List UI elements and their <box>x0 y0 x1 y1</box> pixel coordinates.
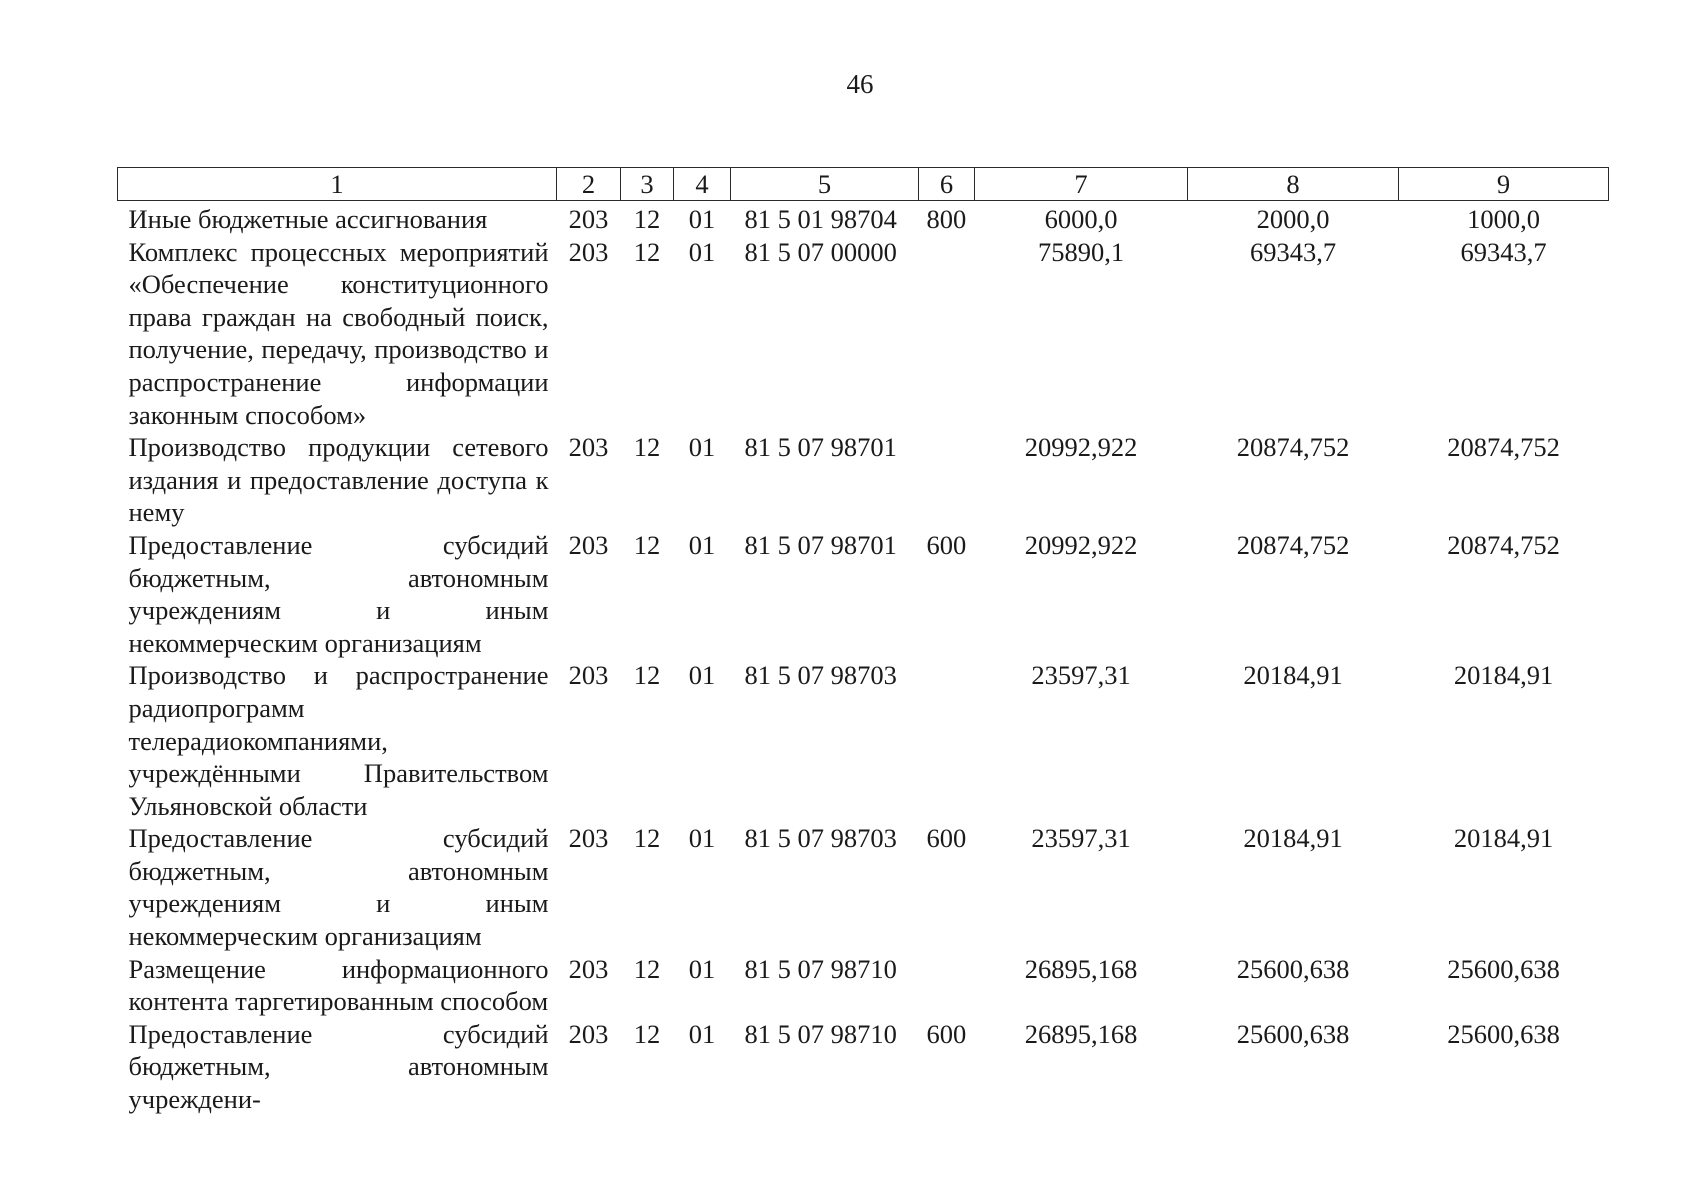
row-ministry-code: 203 <box>568 204 609 234</box>
header-col-7: 7 <box>975 168 1188 201</box>
row-amount-col-8: 20874,752 <box>1236 432 1350 463</box>
row-expense-type <box>919 659 975 822</box>
row-subsection-code: 01 <box>688 823 716 854</box>
row-name: Производство продукции сетевого издания и предоставление доступа к нему <box>128 432 549 528</box>
row-expense-type: 600 <box>926 1018 967 1049</box>
page-number: 46 <box>846 69 874 99</box>
header-col-6: 6 <box>919 168 975 201</box>
table-row <box>118 431 1609 529</box>
row-amount-col-9: 69343,7 <box>1460 236 1547 267</box>
row-subsection-code: 01 <box>688 204 716 234</box>
row-amount-col-9: 25600,638 <box>1447 1018 1560 1049</box>
row-expense-type <box>919 236 975 432</box>
row-amount-col-7: 6000,0 <box>1044 204 1118 234</box>
row-expense-type: 600 <box>926 823 967 854</box>
header-col-1: 1 <box>118 168 557 201</box>
row-expense-type <box>919 431 975 529</box>
table-row <box>118 953 1609 1018</box>
table-row <box>118 659 1609 822</box>
row-expense-type: 600 <box>926 529 967 560</box>
row-amount-col-7: 75890,1 <box>1037 236 1125 267</box>
row-amount-col-7: 23597,31 <box>1031 823 1131 854</box>
row-section-code: 12 <box>633 953 661 984</box>
row-subsection-code: 01 <box>688 432 716 463</box>
row-target-article: 81 5 07 00000 <box>744 236 897 267</box>
row-amount-col-7: 26895,168 <box>1024 1018 1138 1049</box>
row-name: Размещение информационного контента таргетированным способом <box>128 953 549 1017</box>
row-section-code: 12 <box>633 529 661 560</box>
row-section-code: 12 <box>633 660 661 691</box>
header-col-9: 9 <box>1399 168 1609 201</box>
table-row <box>118 529 1609 659</box>
row-target-article: 81 5 07 98701 <box>744 529 897 560</box>
row-target-article: 81 5 07 98701 <box>744 432 897 463</box>
row-target-article: 81 5 07 98710 <box>744 1018 897 1049</box>
row-amount-col-9: 20874,752 <box>1447 432 1560 463</box>
table-row <box>118 1018 1609 1116</box>
header-col-2: 2 <box>557 168 621 201</box>
row-ministry-code: 203 <box>568 529 609 560</box>
row-ministry-code: 203 <box>568 1018 609 1049</box>
row-name: Комплекс процессных мероприятий «Обеспечение конституционного права граждан на свободный поиск, получение, передачу, производство и распространение информации законным способом» <box>128 236 549 430</box>
row-amount-col-8: 20184,91 <box>1243 660 1343 691</box>
row-ministry-code: 203 <box>568 236 609 267</box>
row-section-code: 12 <box>633 823 661 854</box>
row-section-code: 12 <box>633 432 661 463</box>
row-expense-type <box>919 953 975 1018</box>
row-subsection-code: 01 <box>688 529 716 560</box>
table-header <box>118 168 1609 201</box>
header-col-4: 4 <box>674 168 731 201</box>
header-col-5: 5 <box>731 168 919 201</box>
row-amount-col-7: 20992,922 <box>1024 529 1138 560</box>
row-section-code: 12 <box>633 236 661 267</box>
row-ministry-code: 203 <box>568 432 609 463</box>
table-row <box>118 236 1609 432</box>
row-amount-col-9: 20184,91 <box>1453 823 1554 854</box>
row-ministry-code: 203 <box>568 953 609 984</box>
row-name: Предоставление субсидий бюджетным, автономным учреждениям и иным некоммерческим организациям <box>128 529 549 658</box>
row-name: Предоставление субсидий бюджетным, автономным учреждени- <box>128 1018 549 1115</box>
budget-table <box>117 167 1609 1116</box>
row-amount-col-9: 20184,91 <box>1453 660 1554 691</box>
row-subsection-code: 01 <box>688 236 716 267</box>
row-amount-col-8: 25600,638 <box>1236 1018 1350 1049</box>
row-section-code: 12 <box>633 1018 661 1049</box>
row-amount-col-8: 25600,638 <box>1236 953 1350 984</box>
header-col-8: 8 <box>1188 168 1399 201</box>
row-ministry-code: 203 <box>568 660 609 691</box>
header-row <box>118 168 1609 201</box>
row-amount-col-7: 23597,31 <box>1031 660 1131 691</box>
row-name: Предоставление субсидий бюджетным, автономным учреждениям и иным некоммерческим организациям <box>128 823 549 952</box>
row-amount-col-8: 20874,752 <box>1236 529 1350 560</box>
row-subsection-code: 01 <box>688 660 716 691</box>
row-amount-col-9: 25600,638 <box>1447 953 1560 984</box>
row-amount-col-9: 20874,752 <box>1447 529 1560 560</box>
row-target-article: 81 5 01 98704 <box>744 204 897 234</box>
header-col-3: 3 <box>621 168 674 201</box>
row-amount-col-7: 20992,922 <box>1024 432 1138 463</box>
row-amount-col-8: 20184,91 <box>1243 823 1343 854</box>
row-amount-col-7: 26895,168 <box>1024 953 1138 984</box>
row-target-article: 81 5 07 98703 <box>744 660 897 691</box>
row-subsection-code: 01 <box>688 1018 716 1049</box>
row-amount-col-8: 69343,7 <box>1249 236 1337 267</box>
row-expense-type: 800 <box>926 204 967 234</box>
row-name: Производство и распространение радиопрограмм телерадиокомпаниями, учреждёнными Правительством Ульяновской области <box>128 660 549 821</box>
row-name: Иные бюджетные ассигнования <box>128 204 488 234</box>
table-row <box>118 822 1609 952</box>
row-target-article: 81 5 07 98703 <box>744 823 897 854</box>
row-subsection-code: 01 <box>688 953 716 984</box>
row-section-code: 12 <box>633 204 661 234</box>
row-amount-col-8: 2000,0 <box>1256 204 1330 234</box>
row-amount-col-9: 1000,0 <box>1467 204 1540 234</box>
row-ministry-code: 203 <box>568 823 609 854</box>
table-row <box>118 201 1609 236</box>
row-target-article: 81 5 07 98710 <box>744 953 897 984</box>
table-body <box>118 201 1609 1116</box>
